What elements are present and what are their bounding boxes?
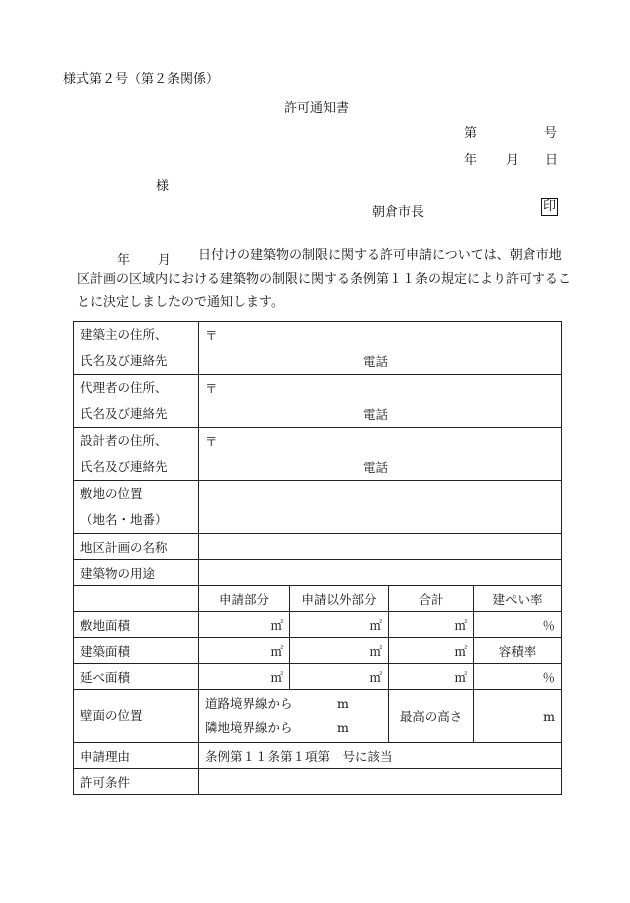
site-area-total[interactable]: ㎡ xyxy=(389,612,474,638)
site-area-other[interactable]: ㎡ xyxy=(290,612,389,638)
owner-address-cell[interactable] xyxy=(199,322,562,375)
application-details-table xyxy=(73,321,562,795)
agent-label-line2: 氏名及び連絡先 xyxy=(80,406,168,421)
building-area-label: 建築面積 xyxy=(74,638,199,664)
building-use-row xyxy=(74,560,562,586)
floor-area-ratio-header: 容積率 xyxy=(474,638,562,664)
site-label-line1: 敷地の位置 xyxy=(80,486,143,501)
reason-label: 申請理由 xyxy=(74,743,199,769)
site-area-applied[interactable]: ㎡ xyxy=(199,612,290,638)
building-area-total[interactable]: ㎡ xyxy=(389,638,474,664)
area-header-row xyxy=(74,586,562,612)
designer-label-line1: 設計者の住所、 xyxy=(80,433,168,448)
designer-address-cell[interactable] xyxy=(199,428,562,481)
col-other-header: 申請以外部分 xyxy=(290,586,389,612)
owner-label xyxy=(74,322,199,375)
col-applied-header: 申請部分 xyxy=(199,586,290,612)
owner-label-line2: 氏名及び連絡先 xyxy=(80,353,168,368)
conditions-row xyxy=(74,769,562,795)
tel-label: 電話 xyxy=(363,460,389,475)
body-text xyxy=(77,244,573,315)
agent-row xyxy=(74,375,562,428)
col-coverage-header: 建ぺい率 xyxy=(474,586,562,612)
date-year-label: 年 xyxy=(464,153,478,168)
road-boundary-label: 道路境界線から xyxy=(205,696,293,711)
road-boundary-line xyxy=(205,692,382,716)
document-title: 許可通知書 xyxy=(284,101,350,116)
owner-row xyxy=(74,322,562,375)
floor-area-row xyxy=(74,664,562,690)
body-date-year: 年 xyxy=(117,253,131,268)
road-boundary-unit: m xyxy=(337,696,349,711)
building-area-other[interactable]: ㎡ xyxy=(290,638,389,664)
agent-label-line1: 代理者の住所、 xyxy=(80,380,168,395)
site-area-label: 敷地面積 xyxy=(74,612,199,638)
number-prefix: 第 xyxy=(464,126,478,141)
conditions-value[interactable] xyxy=(199,769,562,795)
designer-label xyxy=(74,428,199,481)
date-month-label: 月 xyxy=(506,153,520,168)
adjacent-boundary-line xyxy=(205,716,382,740)
postal-mark: 〒 xyxy=(205,328,218,343)
floor-area-applied[interactable]: ㎡ xyxy=(199,664,290,690)
coverage-ratio-value[interactable]: ％ xyxy=(474,612,562,638)
adjacent-boundary-label: 隣地境界線から xyxy=(205,720,293,735)
tel-label: 電話 xyxy=(363,407,389,422)
district-plan-label: 地区計画の名称 xyxy=(74,534,199,560)
floor-area-label: 延べ面積 xyxy=(74,664,199,690)
site-location-value[interactable] xyxy=(199,481,562,534)
owner-label-line1: 建築主の住所、 xyxy=(80,327,168,342)
adjacent-boundary-unit: m xyxy=(337,720,349,735)
building-area-applied[interactable]: ㎡ xyxy=(199,638,290,664)
designer-label-line2: 氏名及び連絡先 xyxy=(80,459,168,474)
floor-area-other[interactable]: ㎡ xyxy=(290,664,389,690)
reason-row xyxy=(74,743,562,769)
site-location-label xyxy=(74,481,199,534)
floor-area-total[interactable]: ㎡ xyxy=(389,664,474,690)
reason-value[interactable]: 条例第１１条第１項第 号に該当 xyxy=(199,743,562,769)
site-location-row xyxy=(74,481,562,534)
date-day-label: 日 xyxy=(545,153,559,168)
postal-mark: 〒 xyxy=(205,434,218,449)
body-date-month: 月 xyxy=(158,253,172,268)
number-suffix: 号 xyxy=(544,126,558,141)
body-text-content: 日付けの建築物の制限に関する許可申請については、朝倉市地区計画の区域内における建築物の制限に関する条例第１１条の規定により許可することに決定しましたので通知します。 xyxy=(77,248,572,310)
agent-address-cell[interactable] xyxy=(199,375,562,428)
max-height-value[interactable]: m xyxy=(474,690,562,743)
building-area-row xyxy=(74,638,562,664)
district-plan-row xyxy=(74,534,562,560)
issuer-name: 朝倉市長 xyxy=(372,205,425,220)
max-height-label: 最高の高さ xyxy=(389,690,474,743)
building-use-label: 建築物の用途 xyxy=(74,560,199,586)
postal-mark: 〒 xyxy=(205,381,218,396)
form-number: 様式第２号（第２条関係） xyxy=(63,72,220,87)
area-header-blank xyxy=(74,586,199,612)
seal-mark: 印 xyxy=(543,199,557,214)
site-area-row xyxy=(74,612,562,638)
wall-position-row xyxy=(74,690,562,743)
tel-label: 電話 xyxy=(363,354,389,369)
floor-area-ratio-value[interactable]: ％ xyxy=(474,664,562,690)
col-total-header: 合計 xyxy=(389,586,474,612)
wall-position-values[interactable] xyxy=(199,690,389,743)
conditions-label: 許可条件 xyxy=(74,769,199,795)
wall-position-label: 壁面の位置 xyxy=(74,690,199,743)
site-label-line2: （地名・地番） xyxy=(80,512,168,527)
agent-label xyxy=(74,375,199,428)
district-plan-value[interactable] xyxy=(199,534,562,560)
designer-row xyxy=(74,428,562,481)
addressee-honorific: 様 xyxy=(156,179,170,194)
building-use-value[interactable] xyxy=(199,560,562,586)
